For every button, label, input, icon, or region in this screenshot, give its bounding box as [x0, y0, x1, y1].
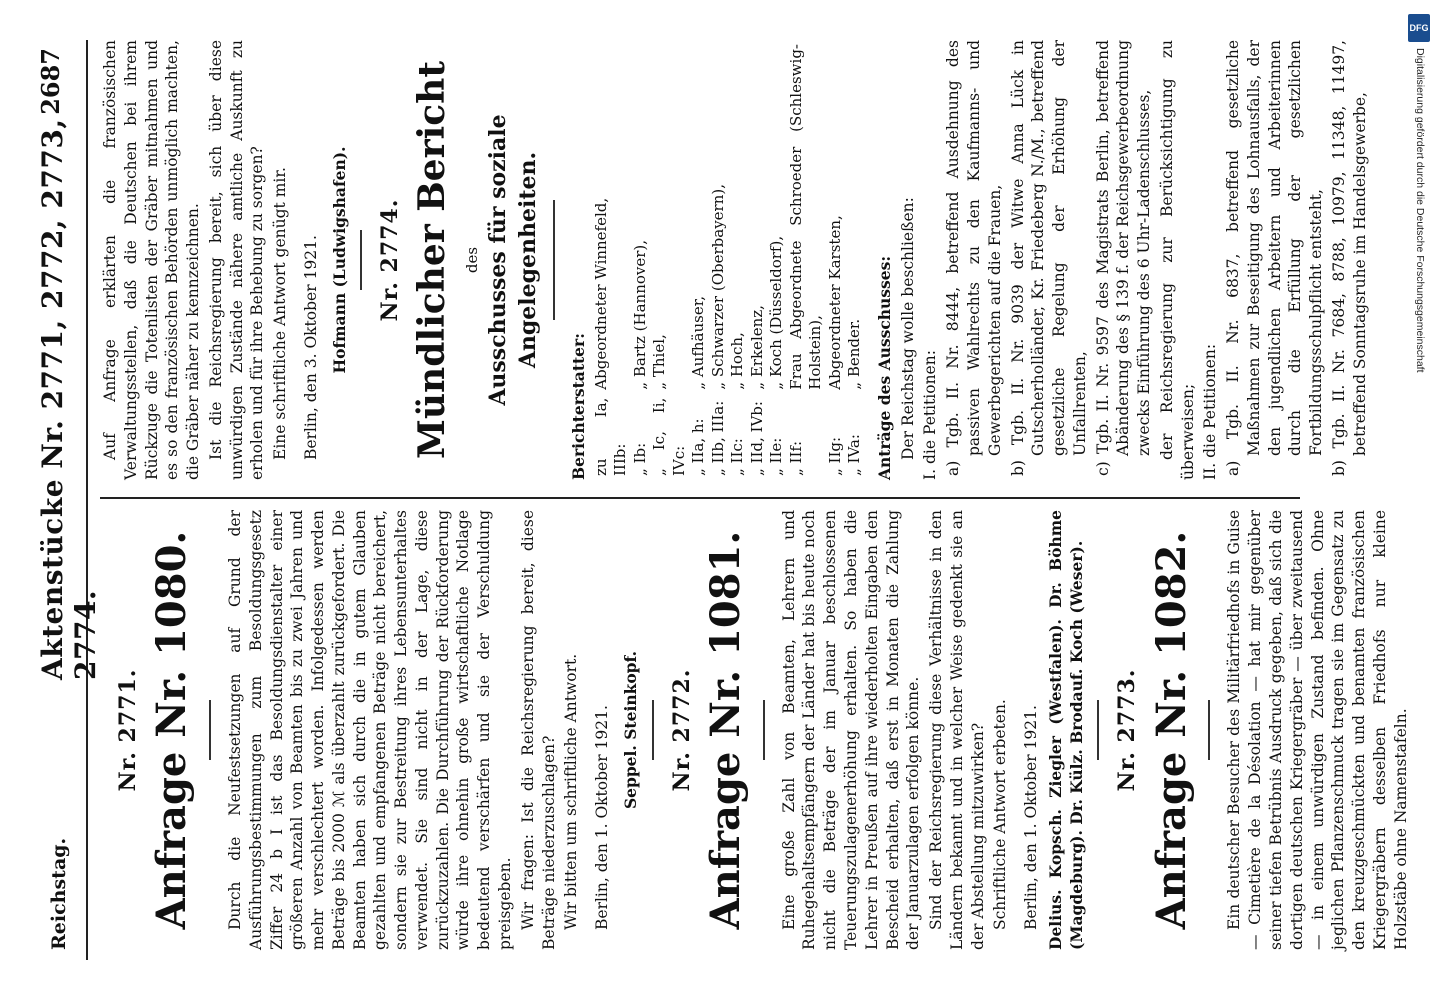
referral-text: der Reichsregierung zur Berücksichtigung zu überweisen; [1157, 40, 1197, 480]
reporters-heading: Berichterstatter: [569, 333, 589, 480]
reporter-name: „ Aufhäuser, [689, 295, 708, 390]
section-title-2773: Anfrage Nr. 1082. [1147, 530, 1195, 930]
digitization-note: Digitalisierung gefördert durch die Deutsche Forschungsgemeinschaft [1414, 48, 1426, 373]
reporter-ref: „ IIa, h: [689, 418, 708, 476]
section-number-2772: Nr. 2772. [668, 668, 695, 792]
table-row [845, 40, 865, 480]
table-row [728, 40, 748, 480]
des-line: des [463, 246, 482, 274]
digitization-sidebar [1404, 8, 1434, 992]
divider-rule [360, 230, 362, 290]
reporter-ref: „ Ib: [630, 442, 649, 476]
paragraph: Eine schriftliche Antwort genügt mir. [271, 167, 290, 460]
reporter-ref: zu Ia, IIIb: [591, 397, 630, 476]
section-heading-II: II. die Petitionen: [1201, 343, 1220, 480]
reporter-ref: „ IVa: [845, 434, 864, 476]
table-row [689, 40, 709, 480]
petition-item: a) Tgb. II. Nr. 6837, betreffend gesetzliche Maßnahmen zur Beseitigung des Lohnausfalls, der den jugendlichen Arbeitern und Arbeiterinnen durch die Erfüllung der gesetzlichen Fortbildungsschulpflicht entsteht, [1224, 40, 1326, 476]
petition-item: c) Tgb. II. Nr. 9597 des Magistrats Berlin, betreffend Abänderung des § 139 f. der Reichsgewerbeordnung zwecks Einführung des 6 Uhr-Ladenschlusses, [1093, 40, 1154, 476]
table-row [650, 40, 689, 480]
paragraph: Ist die Reichsregierung bereit, sich über diese unwürdigen Zustände nähere amtliche Auskunft zu erholen und für ihre Behebung zu sorgen? [206, 40, 267, 480]
date-line: Berlin, den 1. Oktober 1921. [1022, 705, 1041, 930]
reporter-name: „ Schwarzer (Oberbayern), [708, 183, 727, 390]
committee-title: Ausschusses für soziale Angelegenheiten. [485, 114, 541, 406]
reporter-name: „ Thiel, [650, 334, 669, 390]
reporter-name: „ Bartz (Hannover), [630, 239, 649, 390]
table-row [787, 40, 826, 480]
date-line: Berlin, den 1. Oktober 1921. [593, 705, 612, 930]
reporter-ref: „ Ic, Ii, IVc: [650, 397, 688, 476]
reporter-name: „ Bender. [845, 318, 864, 390]
reporter-ref: „ IIg: [825, 436, 844, 476]
paragraph: Wir fragen: Ist die Reichsregierung bereit, diese Beträge niederzuschlagen? [518, 510, 558, 950]
paragraph: Ein deutscher Besucher des Militärfriedhofs in Guise — Cimetière de la Désolation — hat mir gegenüber seiner tiefen Betrübnis Ausdruck gegeben, daß sich die dortigen deutschen Kriegergräber — über zweitausend — in einem unwürdigen Zustand befinden. Ohne jeglichen Pflanzenschmuck tragen sie im Gegensatz zu den kreuzgeschmückten und benamten französischen Kriegergräbern desselben Friedhofs nur kleine Holzstäbe ohne Namenstafeln. [1225, 510, 1410, 950]
section-title-2772: Anfrage Nr. 1081. [702, 530, 750, 930]
section-heading-I: I. die Petitionen: [921, 350, 940, 480]
divider-rule [652, 700, 654, 760]
paragraph: Auf Anfrage erklärten die französischen Verwaltungsstellen, daß die Deutschen bei ihrem Rückzuge die Totenlisten der Gräber mitnahmen und es so den französischen Behörden unmöglich machten, die Gräber näher zu kennzeichnen. [101, 40, 203, 480]
page-number: 2687 [36, 48, 65, 115]
header-left: Reichstag. [48, 837, 70, 950]
reporter-name: „ Erkelenz, [747, 305, 766, 390]
date-line: Berlin, den 3. Oktober 1921. [301, 235, 320, 460]
table-row [592, 40, 631, 480]
reporter-ref: „ IIc: [728, 438, 747, 476]
divider-rule [1097, 700, 1099, 760]
table-row [767, 40, 787, 480]
section-title-2774: Mündlicher Bericht [410, 61, 453, 459]
reporter-name: Frau Abgeordnete Schroeder (Schleswig-Holstein), [786, 44, 825, 390]
left-column [100, 510, 1413, 950]
reporter-name: Abgeordneter Karsten, [825, 215, 844, 390]
signature: Delius. Kopsch. Ziegler (Westfalen). Dr. Böhme (Magdeburg). Dr. Külz. Brodauf. Koch (Weser). [1045, 510, 1086, 950]
table-row [826, 40, 846, 480]
reporter-ref: „ IIb, IIIa: [708, 400, 727, 476]
header-title: Aktenstücke Nr. 2771, 2772, 2773, 2774. [36, 118, 102, 680]
reporter-ref: „ IIf: [786, 441, 805, 476]
reporter-name: „ Koch (Düsseldorf), [767, 235, 786, 390]
running-head [30, 40, 102, 960]
reporter-ref: „ IIe: [767, 437, 786, 476]
divider-rule [553, 200, 555, 320]
petition-item: b) Tgb. II. Nr. 9039 der Witwe Anna Lück in Gutscherholländer, Kr. Friedeberg N./M., betreffend gesetzliche Regelung der Erhöhung der Unfallrenten, [1008, 40, 1089, 476]
table-row [709, 40, 729, 480]
section-number-2771: Nr. 2771. [115, 668, 141, 792]
reporter-ref: „ IId, IVb: [747, 401, 766, 476]
paragraph: Eine große Zahl von Beamten, Lehrern und Ruhegehaltsempfängern der Länder hat bis heute noch nicht die Beträge der im Januar beschlossenen Teuerungszulagenerhöhung erhalten. So haben die Lehrer in Preußen auf ihre wiederholten Eingaben den Bescheid erhalten, daß erst in Monaten die Zahlung der Januarzulagen erfolgen könne. [779, 510, 923, 950]
motions-intro: Der Reichstag wolle beschließen: [898, 197, 917, 460]
section-title-2771: Anfrage Nr. 1080. [148, 530, 196, 930]
section-number-2774: Nr. 2774. [377, 198, 404, 322]
reporter-name: Abgeordneter Winnefeld, [591, 197, 610, 390]
table-row [748, 40, 768, 480]
right-column [100, 40, 1373, 480]
divider-rule [1208, 700, 1210, 760]
paragraph: Durch die Neufestsetzungen auf Grund der Ausführungsbestimmungen zum Besoldungsgesetz Ziffer 24 b I ist das Besoldungsdienstalter einer größeren Anzahl von Beamten bis zu zwei Jahren und mehr verschlechtert worden. Infolgedessen werden Beträge bis 2000 ℳ als überzahlt zurückgefordert. Die Beamten haben sich durch die in gutem Glauben gezahlten und empfangenen Beträge nicht bereichert, sondern sie zur Bestreitung ihres Lebensunterhaltes verwendet. Sie sind nicht in der Lage, diese zurückzuzahlen. Die Durchführung der Rückforderung würde ihre ohnehin große wirtschaftliche Notlage bedeutend verschärfen und sie der Verschuldung preisgeben. [226, 510, 515, 950]
table-row [631, 40, 651, 480]
divider-rule [763, 700, 765, 760]
reporter-name: „ Hoch, [728, 332, 747, 390]
paragraph: Schriftliche Antwort erbeten. [991, 699, 1010, 930]
signature: Seppel. Steinkopf. [620, 650, 640, 810]
paragraph: Wir bitten um schriftliche Antwort. [562, 653, 581, 930]
motions-heading: Anträge des Ausschusses: [874, 255, 894, 480]
section-number-2773: Nr. 2773. [1114, 668, 1141, 792]
column-divider [100, 497, 1300, 499]
petition-item: a) Tgb. II. Nr. 8444, betreffend Ausdehnung des passiven Wahlrechts zu den Kaufmanns- und Gewerbegerichten auf die Frauen, [944, 40, 1004, 476]
document-page [30, 20, 1410, 980]
signature: Hofmann (Ludwigshafen). [329, 146, 349, 374]
divider-rule [209, 700, 211, 760]
reporters-table [592, 40, 865, 480]
dfg-logo: DFG [1408, 14, 1430, 42]
paragraph: Sind der Reichsregierung diese Verhältnisse in den Ländern bekannt und in welcher Weise gedenkt sie an der Abstellung mitzuwirken? [927, 510, 987, 950]
petition-item: b) Tgb. II. Nr. 7684, 8788, 10979, 11348, 11497, betreffend Sonntagsruhe im Handelsgewerbe, [1330, 40, 1369, 476]
